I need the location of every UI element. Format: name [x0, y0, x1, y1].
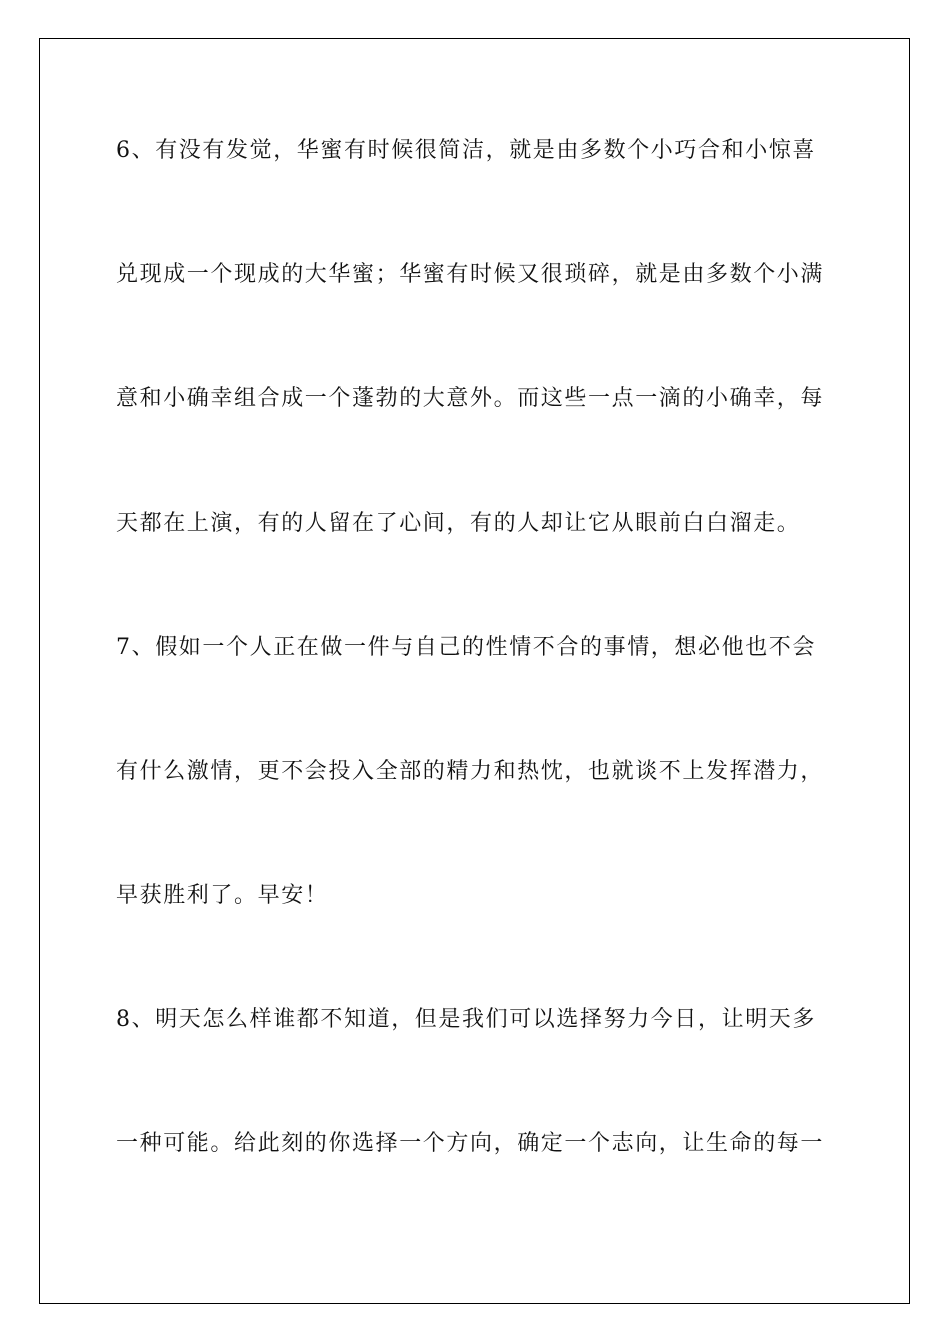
page-border — [39, 38, 910, 1304]
text-line-8: 8、明天怎么样谁都不知道，但是我们可以选择努力今日，让明天多 — [116, 1007, 816, 1032]
text-line-6: 有什么激情，更不会投入全部的精力和热忱，也就谈不上发挥潜力， — [116, 759, 825, 784]
text-line-5: 7、假如一个人正在做一件与自己的性情不合的事情，想必他也不会 — [116, 635, 816, 660]
text-line-4: 天都在上演，有的人留在了心间，有的人却让它从眼前白白溜走。 — [116, 511, 801, 536]
text-line-7: 早获胜利了。早安！ — [116, 883, 329, 908]
text-line-9: 一种可能。给此刻的你选择一个方向，确定一个志向，让生命的每一 — [116, 1131, 825, 1156]
text-line-3: 意和小确幸组合成一个蓬勃的大意外。而这些一点一滴的小确幸，每 — [116, 386, 825, 411]
text-line-2: 兑现成一个现成的大华蜜；华蜜有时候又很琐碎，就是由多数个小满 — [116, 262, 825, 287]
text-line-1: 6、有没有发觉，华蜜有时候很简洁，就是由多数个小巧合和小惊喜 — [116, 138, 816, 163]
